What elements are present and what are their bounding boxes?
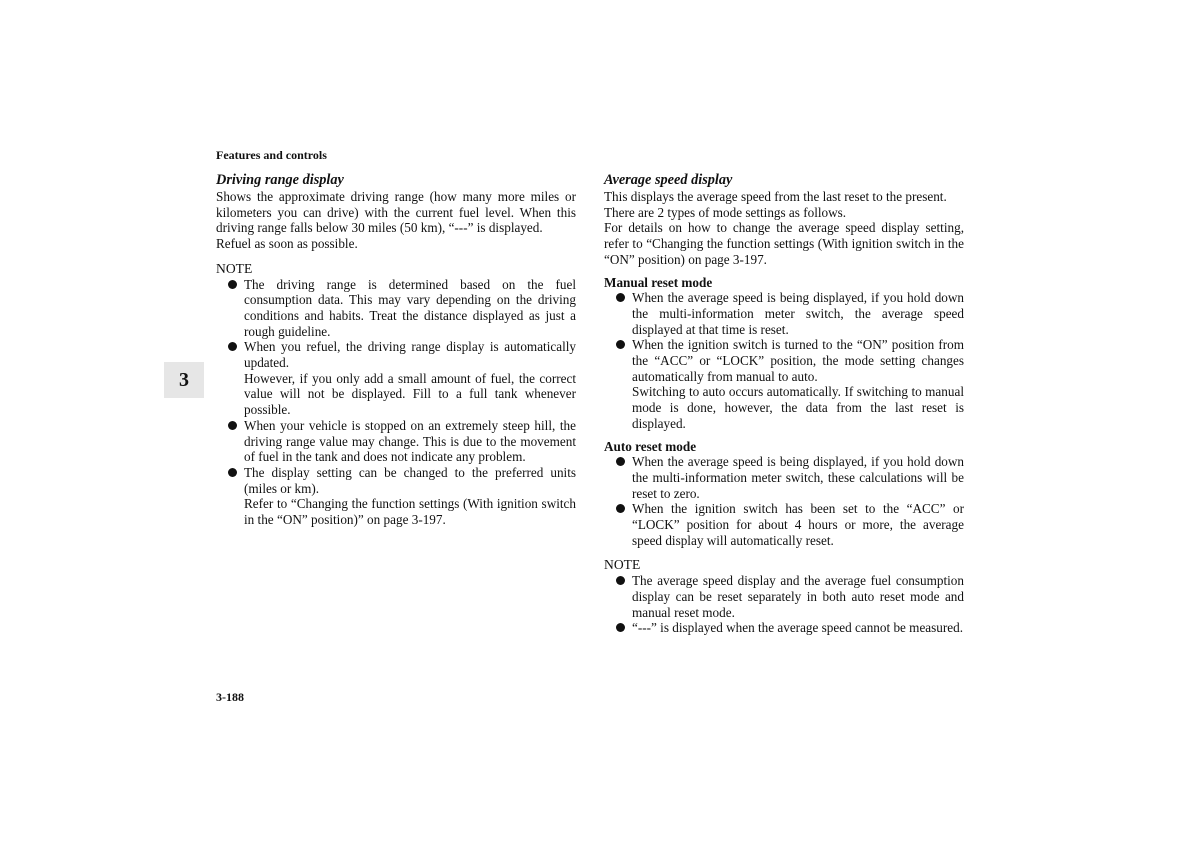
driving-range-title: Driving range display bbox=[216, 172, 344, 188]
bullet-icon bbox=[616, 293, 625, 302]
note-text: The display setting can be changed to the preferred units (miles or km). bbox=[244, 464, 576, 496]
manual-reset-heading: Manual reset mode bbox=[604, 274, 713, 290]
list-item bbox=[216, 418, 576, 465]
manual-reset-list bbox=[604, 290, 964, 431]
bullet-icon bbox=[228, 421, 237, 430]
driving-range-notes bbox=[216, 277, 576, 528]
list-item bbox=[604, 290, 964, 337]
settings-reference: For details on how to change the average speed display setting, refer to “Changing the function settings (With ignition switch in the “ON” position) on page 3-197. bbox=[604, 220, 964, 267]
auto-reset-list bbox=[604, 454, 964, 548]
list-item bbox=[604, 501, 964, 548]
bullet-icon bbox=[228, 468, 237, 477]
bullet-icon bbox=[616, 340, 625, 349]
item-text: When the ignition switch has been set to the “ACC” or “LOCK” position for about 4 hours or more, the average speed display will automatically reset. bbox=[632, 501, 964, 548]
left-column bbox=[216, 172, 576, 528]
page-number: 3-188 bbox=[216, 690, 244, 704]
bullet-icon bbox=[228, 280, 237, 289]
note-text: “---” is displayed when the average speed cannot be measured. bbox=[632, 620, 964, 636]
bullet-icon bbox=[616, 457, 625, 466]
note-extra: Refer to “Changing the function settings (With ignition switch in the “ON” position)” on page 3-197. bbox=[244, 496, 576, 528]
item-text: When the average speed is being displayed, if you hold down the multi-information meter switch, the average speed displayed at that time is reset. bbox=[632, 290, 964, 337]
note-text: The average speed display and the average fuel consumption display can be reset separately in both auto reset mode and manual reset mode. bbox=[632, 573, 964, 620]
mode-types-text: There are 2 types of mode settings as follows. bbox=[604, 204, 847, 220]
bullet-icon bbox=[616, 623, 625, 632]
list-item bbox=[604, 620, 964, 636]
chapter-tab bbox=[164, 362, 204, 398]
list-item bbox=[604, 573, 964, 620]
average-speed-description: This displays the average speed from the last reset to the present. bbox=[604, 189, 947, 204]
list-item bbox=[604, 337, 964, 431]
note-extra: However, if you only add a small amount of fuel, the correct value will not be displayed. Fill to a full tank whenever possible. bbox=[244, 370, 576, 418]
list-item bbox=[216, 277, 576, 340]
refuel-instruction: Refuel as soon as possible. bbox=[216, 236, 358, 252]
note-text: When your vehicle is stopped on an extremely steep hill, the driving range value may change. This is due to the movement of fuel in the tank and does not indicate any problem. bbox=[244, 417, 576, 465]
auto-reset-heading: Auto reset mode bbox=[604, 438, 697, 454]
list-item bbox=[604, 454, 964, 501]
note-text: When you refuel, the driving range display is automatically updated. bbox=[244, 339, 576, 371]
bullet-icon bbox=[228, 342, 237, 351]
driving-range-description: Shows the approximate driving range (how many more miles or kilometers you can drive) with the current fuel level. When this driving range falls below 30 miles (50 km), “---” is displayed. bbox=[216, 189, 576, 236]
chapter-number: 3 bbox=[179, 368, 189, 391]
item-text: When the average speed is being displayed, if you hold down the multi-information meter switch, these calculations will be reset to zero. bbox=[632, 454, 964, 501]
right-column bbox=[604, 172, 964, 636]
note-text: The driving range is determined based on the fuel consumption data. This may vary depending on the driving conditions and habits. Treat the distance displayed as just a rough guideline. bbox=[244, 276, 576, 339]
average-speed-notes bbox=[604, 573, 964, 636]
list-item bbox=[216, 339, 576, 418]
average-speed-title: Average speed display bbox=[604, 172, 733, 188]
bullet-icon bbox=[616, 576, 625, 585]
list-item bbox=[216, 465, 576, 528]
item-extra: Switching to auto occurs automatically. If switching to manual mode is done, however, the data from the last reset is displayed. bbox=[632, 384, 964, 431]
bullet-icon bbox=[616, 504, 625, 513]
note-label: NOTE bbox=[216, 260, 253, 276]
section-header: Features and controls bbox=[216, 148, 327, 162]
note-label: NOTE bbox=[604, 557, 641, 573]
item-text: When the ignition switch is turned to the “ON” position from the “ACC” or “LOCK” position, the mode setting changes automatically from manual to auto. bbox=[632, 337, 964, 384]
